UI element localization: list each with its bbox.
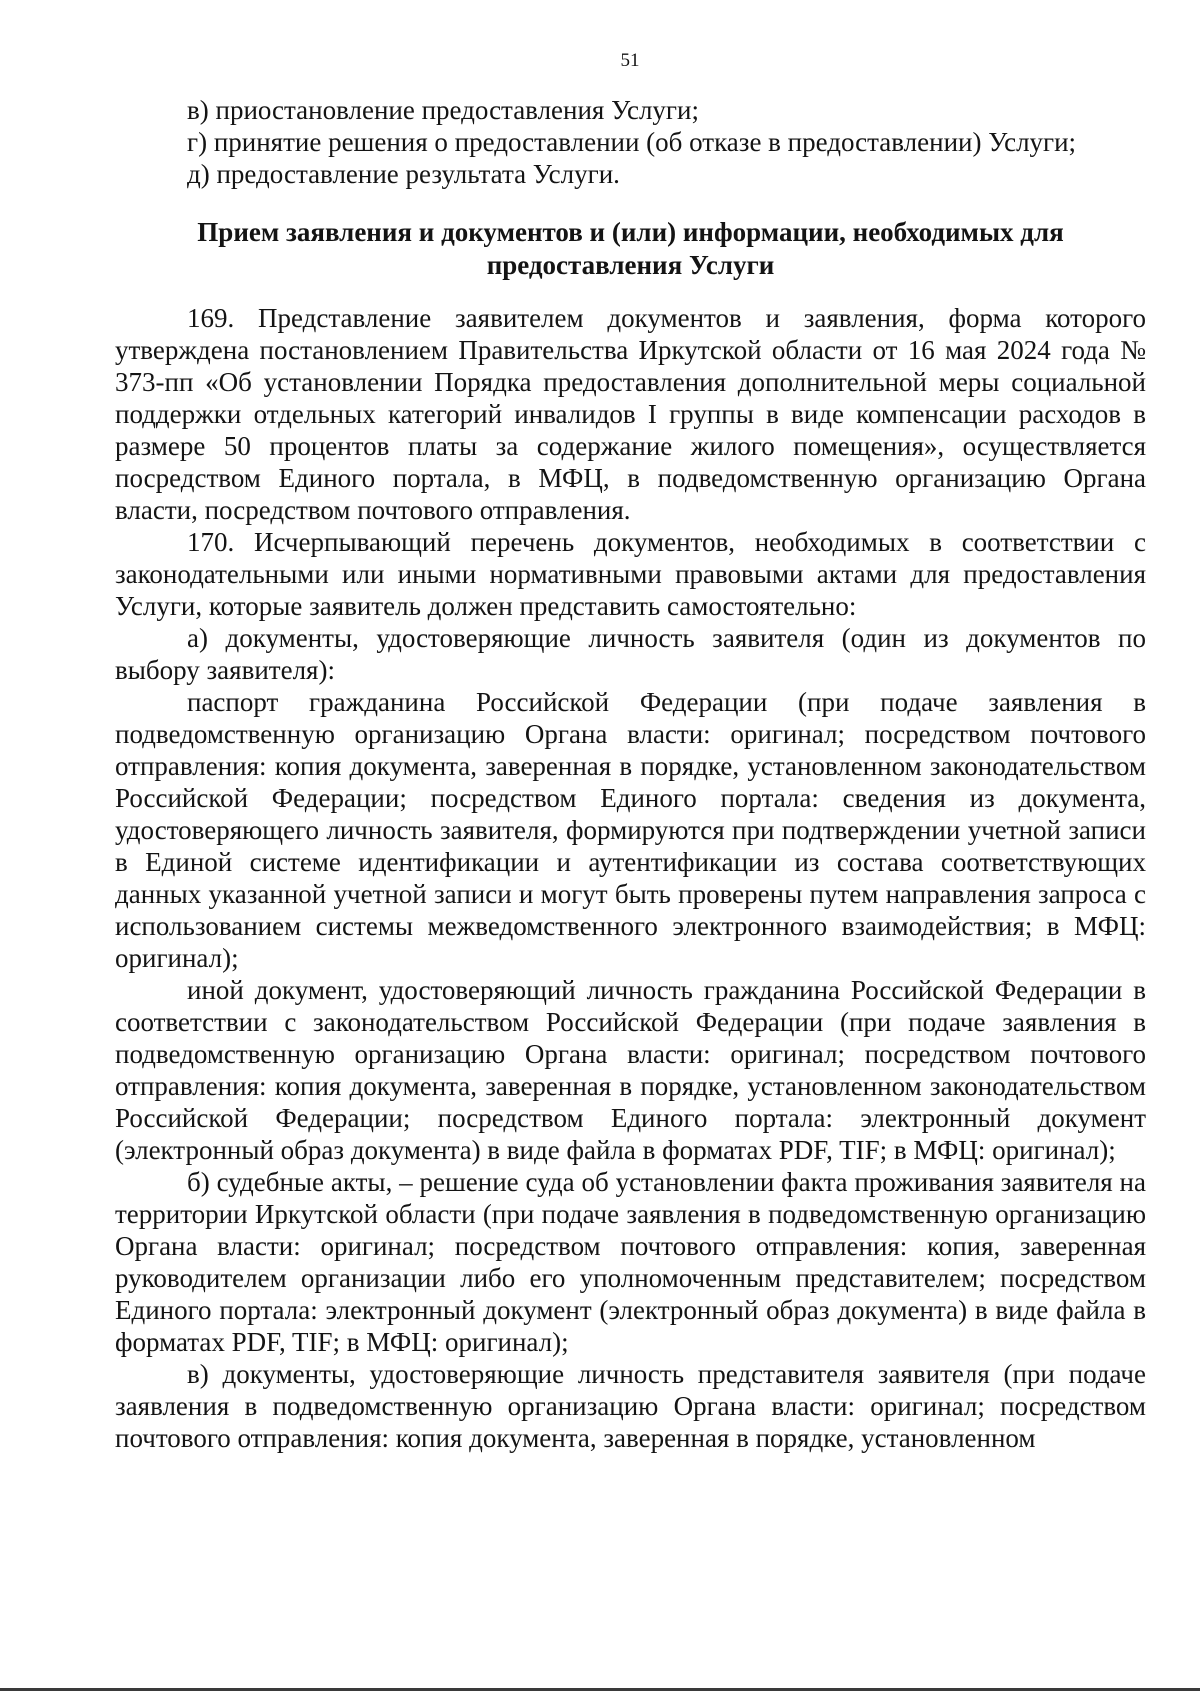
list-item-v: в) приостановление предоставления Услуги; xyxy=(187,95,699,125)
paragraph-item-a: а) документы, удостоверяющие личность заявителя (один из документов по выбору заявителя): xyxy=(115,623,1146,685)
list-item-d: д) предоставление результата Услуги. xyxy=(187,159,620,189)
paragraph-item-b: б) судебные акты, – решение суда об установлении факта проживания заявителя на территории Иркутской области (при подаче заявления в подведомственную организацию Органа власти: оригинал; посредством почтового отправления: копия, заверенная руководителем организации либо его уполномоченным представителем; посредством Единого портала: электронный документ (электронный образ документа) в виде файла в форматах PDF, TIF; в МФЦ: оригинал); xyxy=(115,1167,1146,1357)
scan-bottom-edge xyxy=(0,1688,1200,1691)
document-body xyxy=(115,94,1146,1454)
paragraph-170: 170. Исчерпывающий перечень документов, необходимых в соответствии с законодательными или иными нормативными правовыми актами для предоставления Услуги, которые заявитель должен представить самостоятельно: xyxy=(115,527,1146,621)
page-number: 51 xyxy=(620,50,640,71)
paragraph-169: 169. Представление заявителем документов и заявления, форма которого утверждена постановлением Правительства Иркутской области от 16 мая 2024 года № 373-пп «Об установлении Порядка предоставления дополнительной меры социальной поддержки отдельных категорий инвалидов I группы в виде компенсации расходов в размере 50 процентов платы за содержание жилого помещения», осуществляется посредством Единого портала, в МФЦ, в подведомственную организацию Органа власти, посредством почтового отправления. xyxy=(115,303,1146,525)
paragraph-other-id: иной документ, удостоверяющий личность гражданина Российской Федерации в соответствии с законодательством Российской Федерации (при подаче заявления в подведомственную организацию Органа власти: оригинал; посредством почтового отправления: копия документа, заверенная в порядке, установленном законодательством Российской Федерации; посредством Единого портала: электронный документ (электронный образ документа) в виде файла в форматах PDF, TIF; в МФЦ: оригинал); xyxy=(115,975,1146,1165)
paragraph-passport: паспорт гражданина Российской Федерации (при подаче заявления в подведомственную организацию Органа власти: оригинал; посредством почтового отправления: копия документа, заверенная в порядке, установленном законодательством Российской Федерации; посредством Единого портала: сведения из документа, удостоверяющего личность заявителя, формируются при подтверждении учетной записи в Единой системе идентификации и аутентификации из состава соответствующих данных указанной учетной записи и могут быть проверены путем направления запроса с использованием системы межведомственного электронного взаимодействия; в МФЦ: оригинал); xyxy=(115,687,1146,973)
section-heading: Прием заявления и документов и (или) информации, необходимых для предоставления Услуги xyxy=(197,217,1064,280)
list-item-g: г) принятие решения о предоставлении (об отказе в предоставлении) Услуги; xyxy=(187,127,1077,157)
paragraph-item-v: в) документы, удостоверяющие личность представителя заявителя (при подаче заявления в подведомственную организацию Органа власти: оригинал; посредством почтового отправления: копия документа, заверенная в порядке, установленном xyxy=(115,1359,1146,1453)
